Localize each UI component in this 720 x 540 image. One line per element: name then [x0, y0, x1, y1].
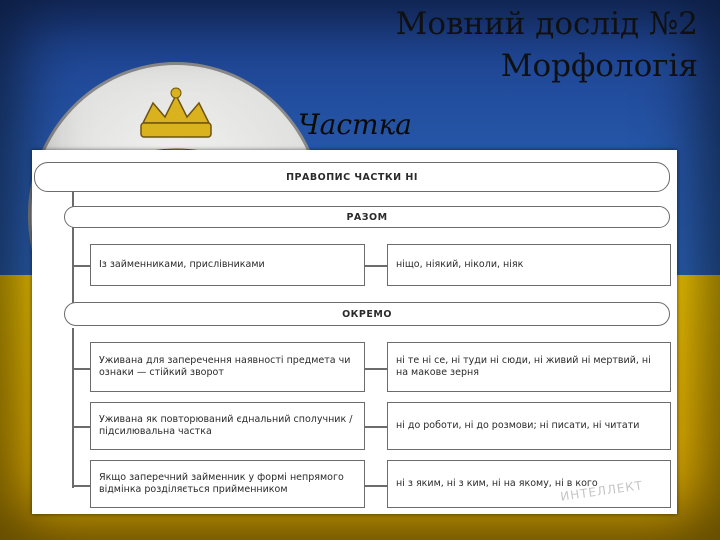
example-separately-1: ні те ні се, ні туди ні сюди, ні живий ні мертвий, ні на макове зерня [387, 342, 671, 392]
rule-separately-3: Якщо заперечний займенник у формі непрямого відмінка розділяється прийменником [90, 460, 365, 508]
connector-line [365, 368, 387, 370]
connector-line [365, 426, 387, 428]
connector-line [72, 426, 90, 428]
group-separately-label: ОКРЕМО [64, 302, 670, 326]
slide-title-line2: Морфологія [500, 48, 698, 84]
rule-separately-1: Уживана для заперечення наявності предмета чи ознаки — стійкий зворот [90, 342, 365, 392]
example-together-1: ніщо, ніякий, ніколи, ніяк [387, 244, 671, 286]
connector-line [365, 485, 387, 487]
connector-line [72, 265, 90, 267]
connector-line [72, 328, 74, 488]
group-together-label: РАЗОМ [64, 206, 670, 228]
slide-title-line1: Мовний дослід №2 [395, 6, 698, 42]
rule-separately-2: Уживана як повторюваний єднальний сполучник / підсилювальна частка [90, 402, 365, 450]
example-separately-3: ні з яким, ні з ким, ні на якому, ні в кого [387, 460, 671, 508]
watermark: ИНТЕЛЛЕКТ [559, 478, 644, 504]
connector-line [365, 265, 387, 267]
example-separately-2: ні до роботи, ні до розмови; ні писати, ні читати [387, 402, 671, 450]
slide-subtitle: Частка [298, 108, 412, 141]
connector-line [72, 485, 90, 487]
connector-line [72, 368, 90, 370]
connector-line [72, 232, 74, 266]
rule-together-1: Із займенниками, прислівниками [90, 244, 365, 286]
rules-diagram-panel [32, 150, 677, 514]
diagram-header: ПРАВОПИС ЧАСТКИ НІ [34, 162, 670, 192]
